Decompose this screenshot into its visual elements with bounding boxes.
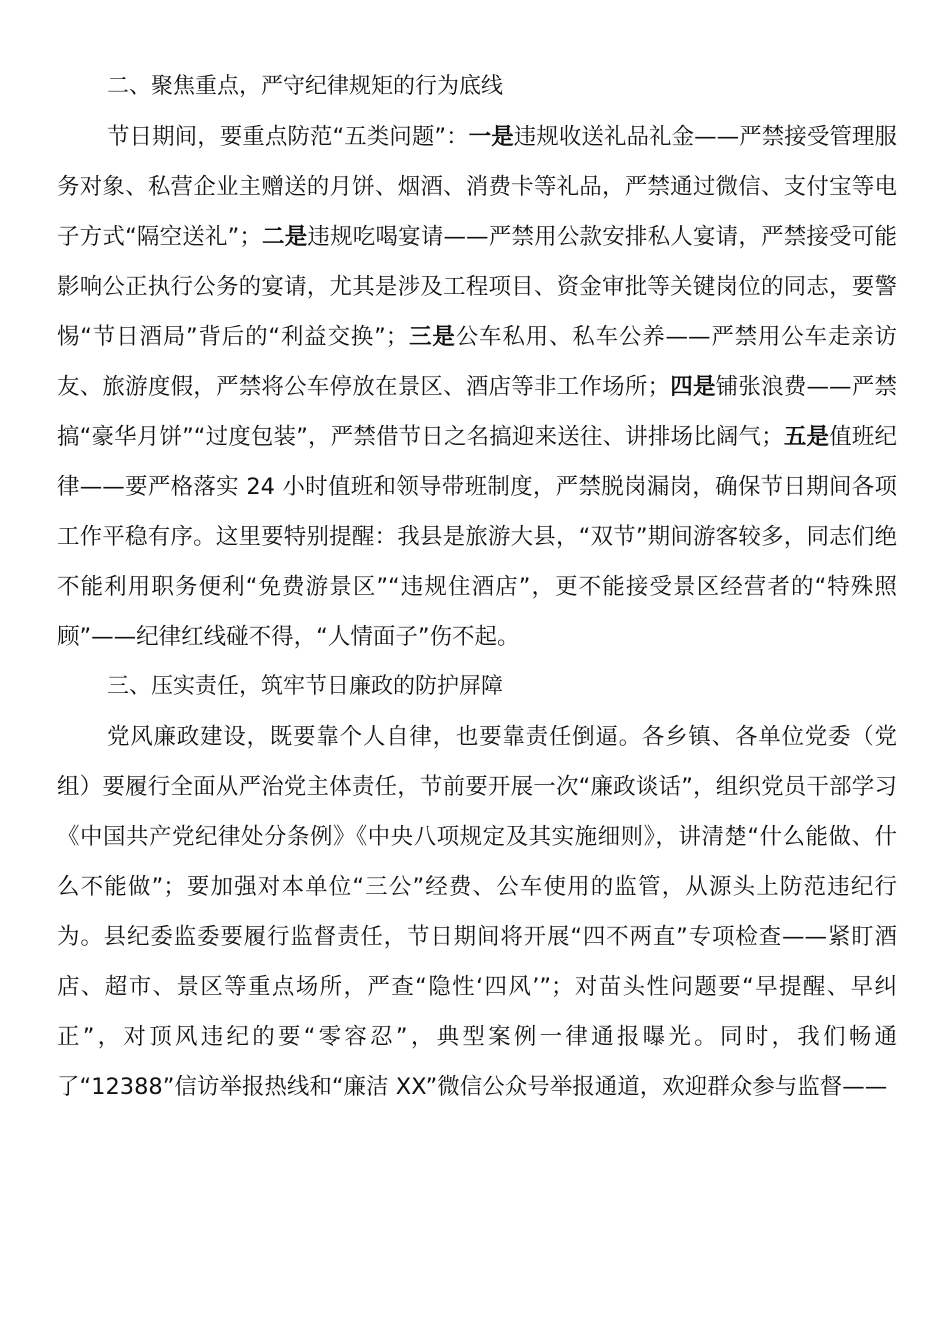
- text-run: 违规吃喝宴请——严禁用公款安排私人宴请，严禁接受可能影响公正执行公务的宴请，尤其是涉及工程项目、资金审批等关键岗位的同志，要警惕“节日酒局”背后的“利益交换”；: [57, 224, 897, 350]
- bold-marker-4: 四是: [670, 374, 716, 400]
- bold-marker-2: 二是: [261, 224, 308, 250]
- bold-marker-1: 一是: [468, 124, 514, 150]
- section-heading-2: 二、聚焦重点，严守纪律规矩的行为底线: [107, 74, 504, 99]
- text-run: 节日期间，要重点防范“五类问题”：: [107, 124, 469, 150]
- text-run: 公车私用、私车公养——严禁用公车走亲访友、旅游度假，严禁将公车停放在景区、酒店等非工作场所；: [57, 324, 897, 400]
- bold-marker-5: 五是: [783, 424, 830, 450]
- paragraph-five-problems: [57, 112, 897, 662]
- text-run: 违规收送礼品礼金——严禁接受管理服务对象、私营企业主赠送的月饼、烟酒、消费卡等礼品，严禁通过微信、支付宝等电子方式“隔空送礼”；: [57, 124, 897, 250]
- document-page: [57, 62, 897, 1112]
- text-run: 值班纪律——要严格落实 24 小时值班和领导带班制度，严禁脱岗漏岗，确保节日期间各项工作平稳有序。这里要特别提醒：我县是旅游大县，“双节”期间游客较多，同志们绝不能利用职务便利“免费游景区”“违规住酒店”，更不能接受景区经营者的“特殊照顾”——纪律红线碰不得，“人情面子”伤不起。: [57, 424, 897, 650]
- paragraph-responsibility: 党风廉政建设，既要靠个人自律，也要靠责任倒逼。各乡镇、各单位党委（党组）要履行全面从严治党主体责任，节前要开展一次“廉政谈话”，组织党员干部学习《中国共产党纪律处分条例》《中央八项规定及其实施细则》，讲清楚“什么能做、什么不能做”；要加强对本单位“三公”经费、公车使用的监管，从源头上防范违纪行为。县纪委监委要履行监督责任，节日期间将开展“四不两直”专项检查——紧盯酒店、超市、景区等重点场所，严查“隐性‘四风’”；对苗头性问题要“早提醒、早纠正”，对顶风违纪的要“零容忍”，典型案例一律通报曝光。同时，我们畅通了“12388”信访举报热线和“廉洁 XX”微信公众号举报通道，欢迎群众参与监督——: [57, 724, 897, 1100]
- section-heading-3: 三、压实责任，筑牢节日廉政的防护屏障: [107, 674, 504, 699]
- text-run: 铺张浪费——严禁搞“豪华月饼”“过度包装”，严禁借节日之名搞迎来送往、讲排场比阔气；: [57, 374, 897, 450]
- bold-marker-3: 三是: [408, 324, 456, 350]
